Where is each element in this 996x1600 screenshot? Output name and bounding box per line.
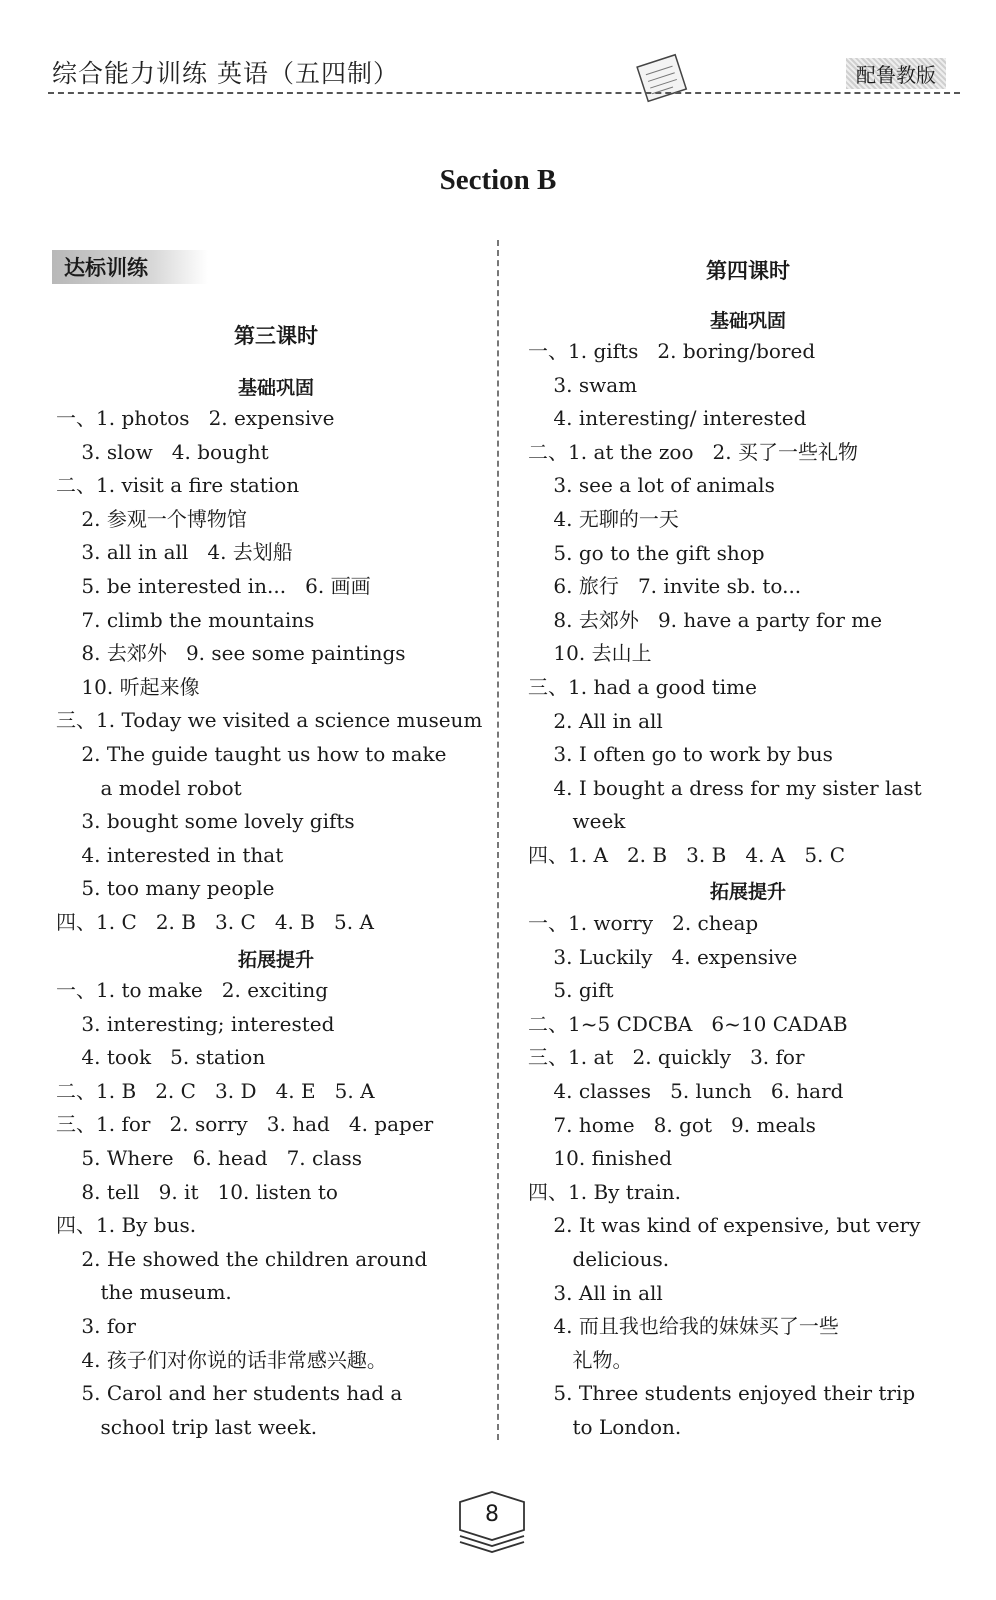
answer-line: delicious. bbox=[528, 1247, 670, 1271]
answer-line: 3. Luckily 4. expensive bbox=[528, 944, 798, 969]
answer-line: 二、1. visit a fire station bbox=[56, 473, 300, 498]
extend-heading: 拓展提升 bbox=[237, 949, 314, 971]
answer-line: 5. Where 6. head 7. class bbox=[56, 1146, 363, 1170]
answer-line: 8. tell 9. it 10. listen to bbox=[56, 1179, 338, 1204]
answer-line: 10. 听起来像 bbox=[56, 674, 200, 699]
answer-line: 10. 去山上 bbox=[528, 641, 652, 666]
answer-line: 一、1. worry 2. cheap bbox=[528, 911, 759, 935]
answer-line: 一、1. gifts 2. boring/bored bbox=[528, 339, 816, 363]
answer-line: 2. It was kind of expensive, but very bbox=[528, 1213, 921, 1238]
answer-line: 礼物。 bbox=[528, 1347, 633, 1372]
answer-line: 2. He showed the children around bbox=[56, 1246, 428, 1271]
header-rule bbox=[48, 92, 960, 94]
answer-line: 4. 无聊的一天 bbox=[528, 507, 679, 531]
exercise-tag: 达标训练 bbox=[52, 250, 208, 284]
answer-line: 3. see a lot of animals bbox=[528, 473, 775, 498]
answer-line: 4. took 5. station bbox=[56, 1045, 266, 1070]
answer-line: a model robot bbox=[56, 775, 242, 800]
answer-line: to London. bbox=[528, 1415, 682, 1439]
answer-line: 3. interesting; interested bbox=[56, 1011, 335, 1036]
answer-line: 4. interested in that bbox=[56, 842, 284, 867]
stamp-icon bbox=[630, 50, 694, 108]
answer-line: 四、1. C 2. B 3. C 4. B 5. A bbox=[56, 910, 374, 934]
answer-line: 一、1. to make 2. exciting bbox=[56, 978, 329, 1002]
column-divider bbox=[497, 240, 499, 1440]
page-number-badge bbox=[452, 1490, 532, 1554]
lesson-title: 第四课时 bbox=[706, 259, 790, 283]
answer-line: 3. all in all 4. 去划船 bbox=[56, 540, 293, 565]
answer-line: 三、1. for 2. sorry 3. had 4. paper bbox=[56, 1112, 434, 1137]
answer-line: 4. interesting/ interested bbox=[528, 406, 807, 431]
answer-line: 三、1. at 2. quickly 3. for bbox=[528, 1045, 805, 1070]
answer-line: 7. home 8. got 9. meals bbox=[528, 1112, 816, 1137]
answer-line: 8. 去郊外 9. see some paintings bbox=[56, 641, 406, 666]
basic-heading: 基础巩固 bbox=[237, 377, 314, 399]
answer-line: 三、1. Today we visited a science museum bbox=[56, 708, 483, 733]
answer-line: 4. 孩子们对你说的话非常感兴趣。 bbox=[56, 1347, 387, 1372]
answer-line: 10. finished bbox=[528, 1146, 672, 1171]
answer-line: 5. too many people bbox=[56, 876, 275, 901]
answer-line: 二、1~5 CDCBA 6~10 CADAB bbox=[528, 1011, 848, 1036]
answer-line: 一、1. photos 2. expensive bbox=[56, 406, 335, 430]
answer-line: 3. bought some lovely gifts bbox=[56, 809, 355, 834]
answer-line: 4. I bought a dress for my sister last bbox=[528, 775, 922, 800]
lesson-title: 第三课时 bbox=[234, 324, 318, 348]
answer-line: 3. All in all bbox=[528, 1280, 663, 1305]
basic-heading: 基础巩固 bbox=[709, 310, 786, 332]
answer-line: 8. 去郊外 9. have a party for me bbox=[528, 607, 883, 632]
answer-line: 3. for bbox=[56, 1314, 136, 1338]
answer-line: 5. gift bbox=[528, 978, 614, 1003]
answer-line: 四、1. A 2. B 3. B 4. A 5. C bbox=[528, 843, 846, 867]
answer-line: 5. go to the gift shop bbox=[528, 540, 765, 565]
answer-line: 3. swam bbox=[528, 372, 638, 397]
page-number: 8 bbox=[485, 1502, 499, 1527]
answer-line: 三、1. had a good time bbox=[528, 675, 757, 699]
answer-line: 7. climb the mountains bbox=[56, 607, 315, 632]
extend-heading: 拓展提升 bbox=[709, 881, 786, 903]
answer-line: 四、1. By bus. bbox=[56, 1213, 197, 1238]
answer-line: school trip last week. bbox=[56, 1414, 318, 1439]
answer-line: 6. 旅行 7. invite sb. to... bbox=[528, 574, 802, 599]
answer-line: 5. Carol and her students had a bbox=[56, 1381, 403, 1406]
answer-line: 3. slow 4. bought bbox=[56, 439, 269, 464]
answer-line: 4. 而且我也给我的妹妹买了一些 bbox=[528, 1314, 839, 1339]
answer-line: 4. classes 5. lunch 6. hard bbox=[528, 1079, 844, 1103]
answer-line: 3. I often go to work by bus bbox=[528, 742, 833, 767]
answer-line: 2. 参观一个博物馆 bbox=[56, 506, 247, 531]
answer-line: 二、1. B 2. C 3. D 4. E 5. A bbox=[56, 1078, 375, 1103]
answer-line: 四、1. By train. bbox=[528, 1179, 681, 1204]
header-title: 综合能力训练 英语（五四制） bbox=[52, 59, 399, 88]
answer-line: 5. be interested in... 6. 画画 bbox=[56, 574, 371, 598]
answer-line: the museum. bbox=[56, 1280, 232, 1305]
page-header bbox=[48, 50, 948, 90]
answer-line: week bbox=[528, 809, 626, 834]
answer-line: 二、1. at the zoo 2. 买了一些礼物 bbox=[528, 439, 858, 464]
answer-line: 2. The guide taught us how to make bbox=[56, 742, 447, 766]
edition-badge: 配鲁教版 bbox=[846, 58, 946, 89]
section-title: Section B bbox=[439, 164, 557, 196]
answer-line: 2. All in all bbox=[528, 708, 663, 733]
answer-line: 5. Three students enjoyed their trip bbox=[528, 1381, 916, 1406]
